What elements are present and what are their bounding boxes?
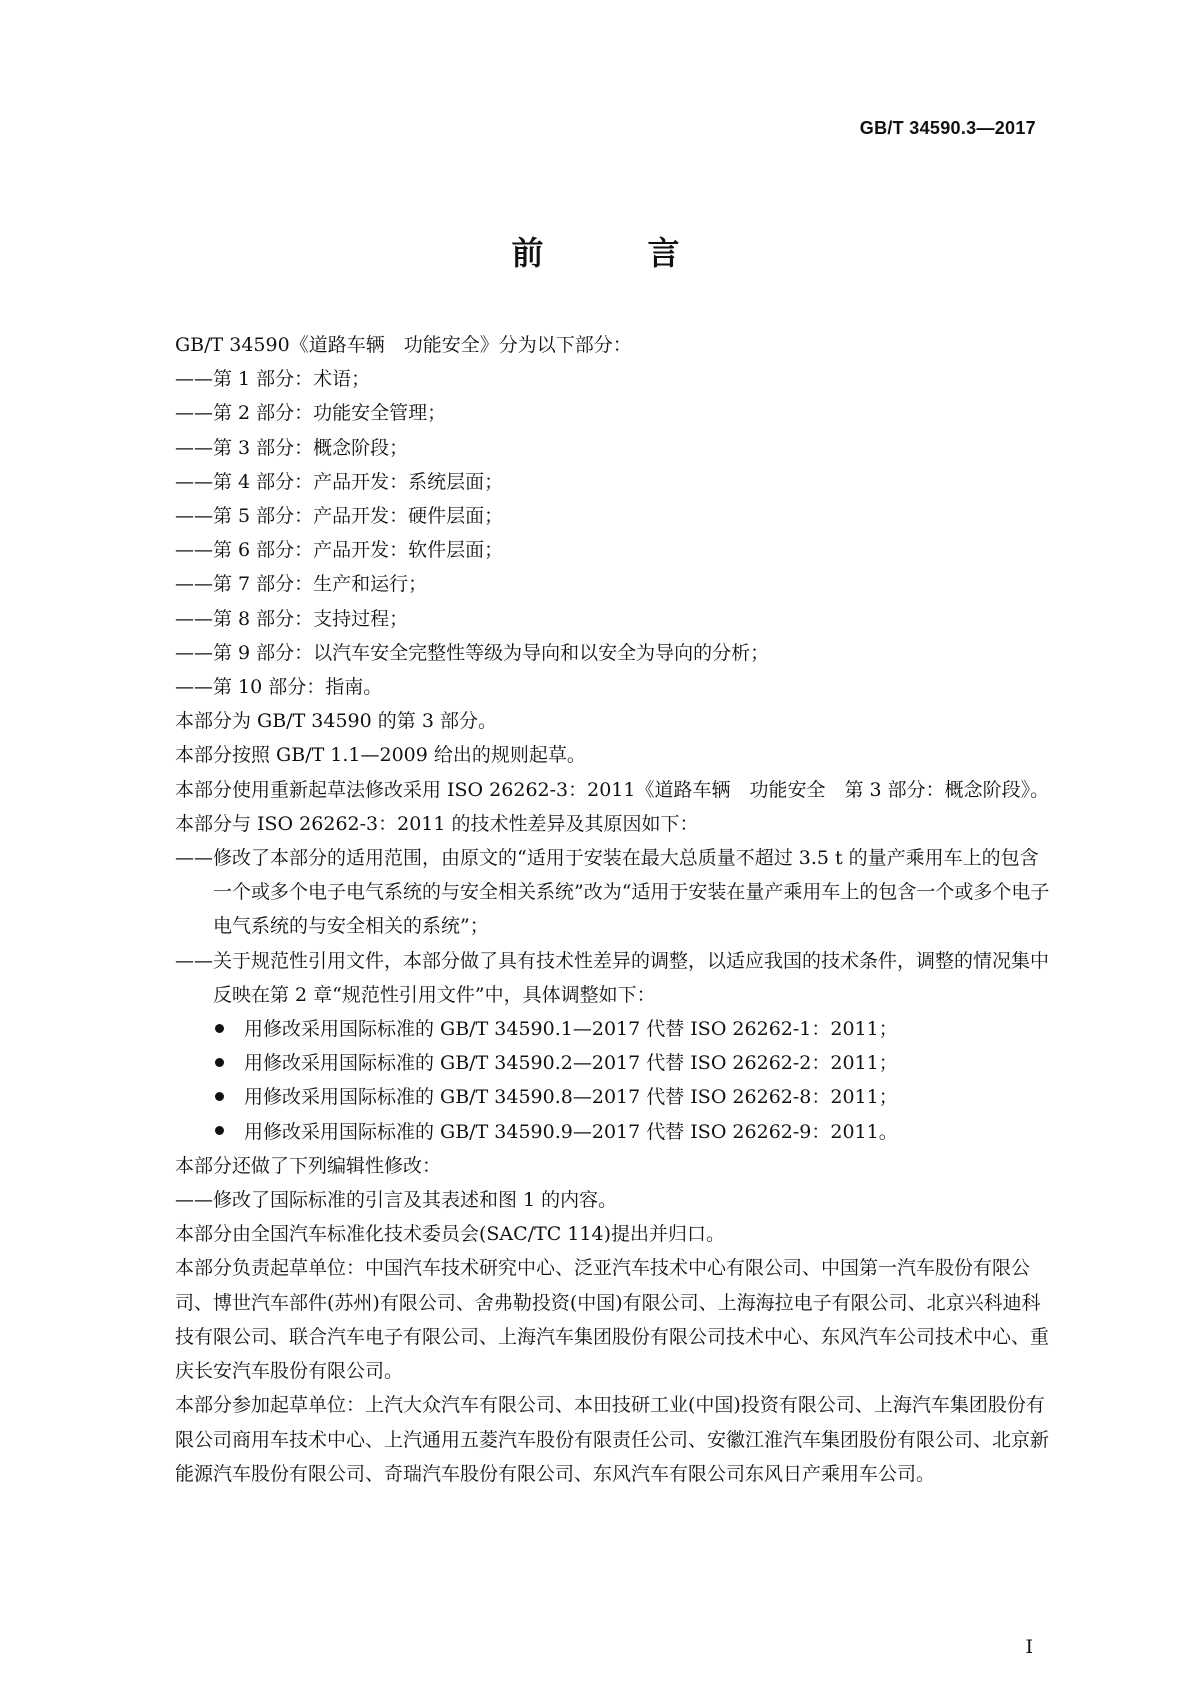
part-item: ——第 1 部分：术语； (175, 368, 371, 391)
intro-line: GB/T 34590《道路车辆 功能安全》分为以下部分： (175, 334, 632, 356)
part-item: ——第 6 部分：产品开发：软件层面； (175, 539, 504, 562)
part-item: ——第 5 部分：产品开发：硬件层面； (175, 505, 504, 528)
proposed-by: 本部分由全国汽车标准化技术委员会(SAC/TC 114)提出并归口。 (175, 1223, 726, 1246)
editorial-item: ——修改了国际标准的引言及其表述和图 1 的内容。 (175, 1189, 618, 1212)
bullet-dot-icon (215, 1126, 224, 1135)
difference-item: ——关于规范性引用文件，本部分做了具有技术性差异的调整，以适应我国的技术条件，调整的情况集中反映在第 2 章“规范性引用文件”中，具体调整如下： (175, 949, 1050, 1006)
bullet-item (175, 1115, 1055, 1149)
page-title: 前 言 (511, 234, 716, 272)
statement-differences: 本部分与 ISO 26262-3：2011 的技术性差异及其原因如下： (175, 812, 699, 835)
difference-item: ——修改了本部分的适用范围，由原文的“适用于安装在最大总质量不超过 3.5 t 的量产乘用车上的包含一个或多个电子电气系统的与安全相关系统”改为“适用于安装在量产乘用车上的包含一个或多个电子电气系统的与安全相关的系统”； (175, 847, 1050, 938)
bullet-item (175, 1012, 1055, 1046)
bullet-item (175, 1080, 1055, 1114)
bullet-text: 用修改采用国际标准的 GB/T 34590.8—2017 代替 ISO 26262-8：2011； (244, 1086, 898, 1109)
part-item: ——第 3 部分：概念阶段； (175, 436, 409, 459)
bullet-text: 用修改采用国际标准的 GB/T 34590.9—2017 代替 ISO 26262-9：2011。 (244, 1120, 898, 1143)
bullet-text: 用修改采用国际标准的 GB/T 34590.1—2017 代替 ISO 26262-1：2011； (244, 1018, 898, 1041)
bullet-dot-icon (215, 1092, 224, 1101)
part-item: ——第 2 部分：功能安全管理； (175, 402, 447, 425)
part-item: ——第 9 部分：以汽车安全完整性等级为导向和以安全为导向的分析； (175, 641, 770, 664)
document-body (175, 328, 1055, 1491)
bullet-dot-icon (215, 1024, 224, 1033)
lead-drafters: 本部分负责起草单位：中国汽车技术研究中心、泛亚汽车技术中心有限公司、中国第一汽车股份有限公司、博世汽车部件(苏州)有限公司、舍弗勒投资(中国)有限公司、上海海拉电子有限公司、北京兴科迪科技有限公司、联合汽车电子有限公司、上海汽车集团股份有限公司技术中心、东风汽车公司技术中心、重庆长安汽车股份有限公司。 (175, 1257, 1050, 1383)
page-number: I (1025, 1636, 1033, 1658)
bullet-dot-icon (215, 1058, 224, 1067)
statement-part-number: 本部分为 GB/T 34590 的第 3 部分。 (175, 710, 497, 733)
part-item: ——第 10 部分：指南。 (175, 676, 383, 699)
participating-drafters: 本部分参加起草单位：上汽大众汽车有限公司、本田技研工业(中国)投资有限公司、上海汽车集团股份有限公司商用车技术中心、上汽通用五菱汽车股份有限责任公司、安徽江淮汽车集团股份有限公司、北京新能源汽车股份有限公司、奇瑞汽车股份有限公司、东风汽车有限公司东风日产乘用车公司。 (175, 1394, 1050, 1485)
bullet-item (175, 1046, 1055, 1080)
part-item: ——第 7 部分：生产和运行； (175, 573, 428, 596)
editorial-intro: 本部分还做了下列编辑性修改： (175, 1154, 442, 1177)
part-item: ——第 4 部分：产品开发：系统层面； (175, 470, 504, 493)
part-item: ——第 8 部分：支持过程； (175, 607, 409, 630)
bullet-text: 用修改采用国际标准的 GB/T 34590.2—2017 代替 ISO 26262-2：2011； (244, 1052, 898, 1075)
standard-code: GB/T 34590.3—2017 (859, 118, 1036, 138)
statement-drafting-rules: 本部分按照 GB/T 1.1—2009 给出的规则起草。 (175, 744, 586, 767)
statement-adoption: 本部分使用重新起草法修改采用 ISO 26262-3：2011《道路车辆 功能安全 第 3 部分：概念阶段》。 (175, 778, 1050, 801)
